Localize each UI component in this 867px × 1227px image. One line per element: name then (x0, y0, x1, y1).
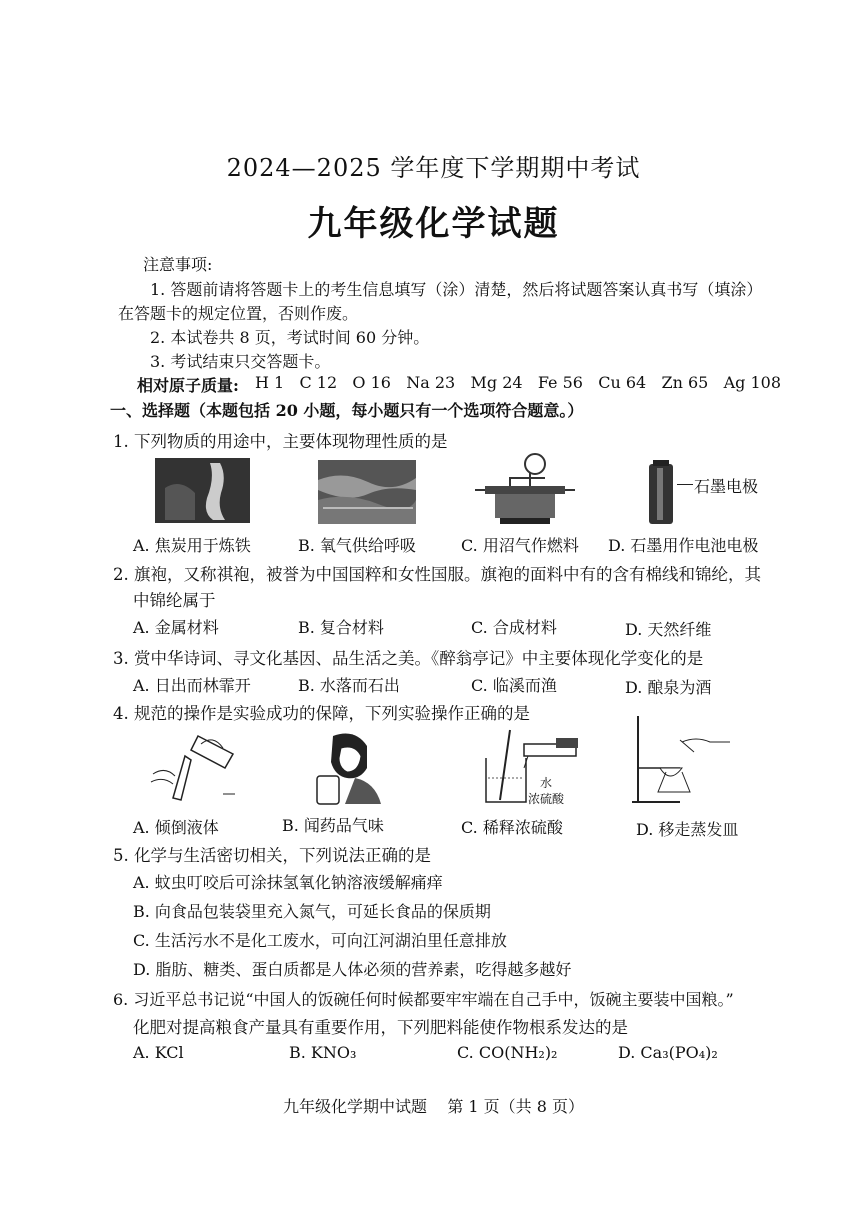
q3-option-a: A. 日出而林霏开 (133, 676, 251, 695)
pouring-liquid-diagram (143, 726, 243, 806)
q4-option-a: A. 倾倒液体 (133, 818, 219, 837)
q2-option-b: B. 复合材料 (298, 618, 384, 637)
smelling-diagram (305, 728, 385, 806)
notice-heading: 注意事项: (143, 255, 213, 274)
coke-iron-photo (155, 458, 250, 523)
q5-stem: 5. 化学与生活密切相关，下列说法正确的是 (113, 846, 431, 865)
q6-option-b: B. KNO₃ (289, 1043, 357, 1062)
atomic-mass-label: 相对原子质量: (137, 376, 239, 395)
q2-option-d: D. 天然纤维 (625, 620, 712, 639)
graphite-pointer-line (677, 484, 693, 485)
atomic-mass-values: H 1 C 12 O 16 Na 23 Mg 24 Fe 56 Cu 64 Zn 65 Ag 108 (255, 373, 782, 392)
q6-option-d: D. Ca₃(PO₄)₂ (618, 1043, 718, 1062)
q2-option-a: A. 金属材料 (133, 618, 219, 637)
q1-option-c: C. 用沼气作燃料 (461, 536, 579, 555)
notice-item-1-cont: 在答题卡的规定位置，否则作废。 (118, 304, 359, 323)
q1-option-d: D. 石墨用作电池电极 (608, 536, 759, 555)
graphite-electrode (645, 460, 677, 526)
q6-stem: 6. 习近平总书记说“中国人的饭碗任何时候都要牢牢端在自己手中，饭碗主要装中国粮。” (113, 990, 734, 1009)
label-water: 水 (540, 776, 553, 790)
q2-option-c: C. 合成材料 (471, 618, 557, 637)
q4-option-d: D. 移走蒸发皿 (636, 820, 739, 839)
q1-stem: 1. 下列物质的用途中，主要体现物理性质的是 (113, 432, 448, 451)
q3-stem: 3. 赏中华诗词、寻文化基因、品生活之美。《醉翁亭记》中主要体现化学变化的是 (113, 649, 704, 668)
q6-option-a: A. KCl (133, 1043, 184, 1062)
q4-stem: 4. 规范的操作是实验成功的保障，下列实验操作正确的是 (113, 704, 530, 723)
q2-stem-cont: 中锦纶属于 (133, 591, 216, 610)
notice-item-1: 1. 答题前请将答题卡上的考生信息填写（涂）清楚，然后将试题答案认真书写（填涂） (150, 280, 763, 299)
q4-option-c: C. 稀释浓硫酸 (461, 818, 563, 837)
q6-stem-cont: 化肥对提高粮食产量具有重要作用，下列肥料能使作物根系发达的是 (133, 1018, 628, 1037)
page-footer: 九年级化学期中试题 第 1 页（共 8 页） (282, 1097, 585, 1116)
q5-option-b: B. 向食品包装袋里充入氮气，可延长食品的保质期 (133, 902, 491, 921)
q2-stem: 2. 旗袍，又称祺袍，被誉为中国国粹和女性国服。旗袍的面料中有的含有棉线和锦纶，其 (113, 565, 761, 584)
biogas-device (470, 450, 580, 528)
q3-option-c: C. 临溪而渔 (471, 676, 557, 695)
q1-option-b: B. 氧气供给呼吸 (298, 536, 416, 555)
q5-option-d: D. 脂肪、糖类、蛋白质都是人体必须的营养素，吃得越多越好 (133, 960, 572, 979)
q6-option-c: C. CO(NH₂)₂ (457, 1043, 558, 1062)
oxygen-photo (318, 460, 416, 524)
notice-item-3: 3. 考试结束只交答题卡。 (150, 352, 331, 371)
exam-title: 2024—2025 学年度下学期期中考试 (226, 154, 641, 182)
q3-option-d: D. 酿泉为酒 (625, 678, 712, 697)
q1-option-a: A. 焦炭用于炼铁 (133, 536, 251, 555)
q5-option-a: A. 蚊虫叮咬后可涂抹氢氧化钠溶液缓解痛痒 (133, 873, 443, 892)
evaporating-dish-diagram (630, 712, 740, 806)
section-heading: 一、选择题（本题包括 20 小题，每小题只有一个选项符合题意。） (110, 401, 584, 420)
graphite-label: 石墨电极 (694, 477, 759, 496)
q4-option-b: B. 闻药品气味 (282, 816, 384, 835)
notice-item-2: 2. 本试卷共 8 页，考试时间 60 分钟。 (150, 328, 430, 347)
paper-title: 九年级化学试题 (307, 204, 560, 244)
q5-option-c: C. 生活污水不是化工废水，可向江河湖泊里任意排放 (133, 931, 507, 950)
label-concentrated-acid: 浓硫酸 (528, 792, 565, 806)
q3-option-b: B. 水落而石出 (298, 676, 400, 695)
